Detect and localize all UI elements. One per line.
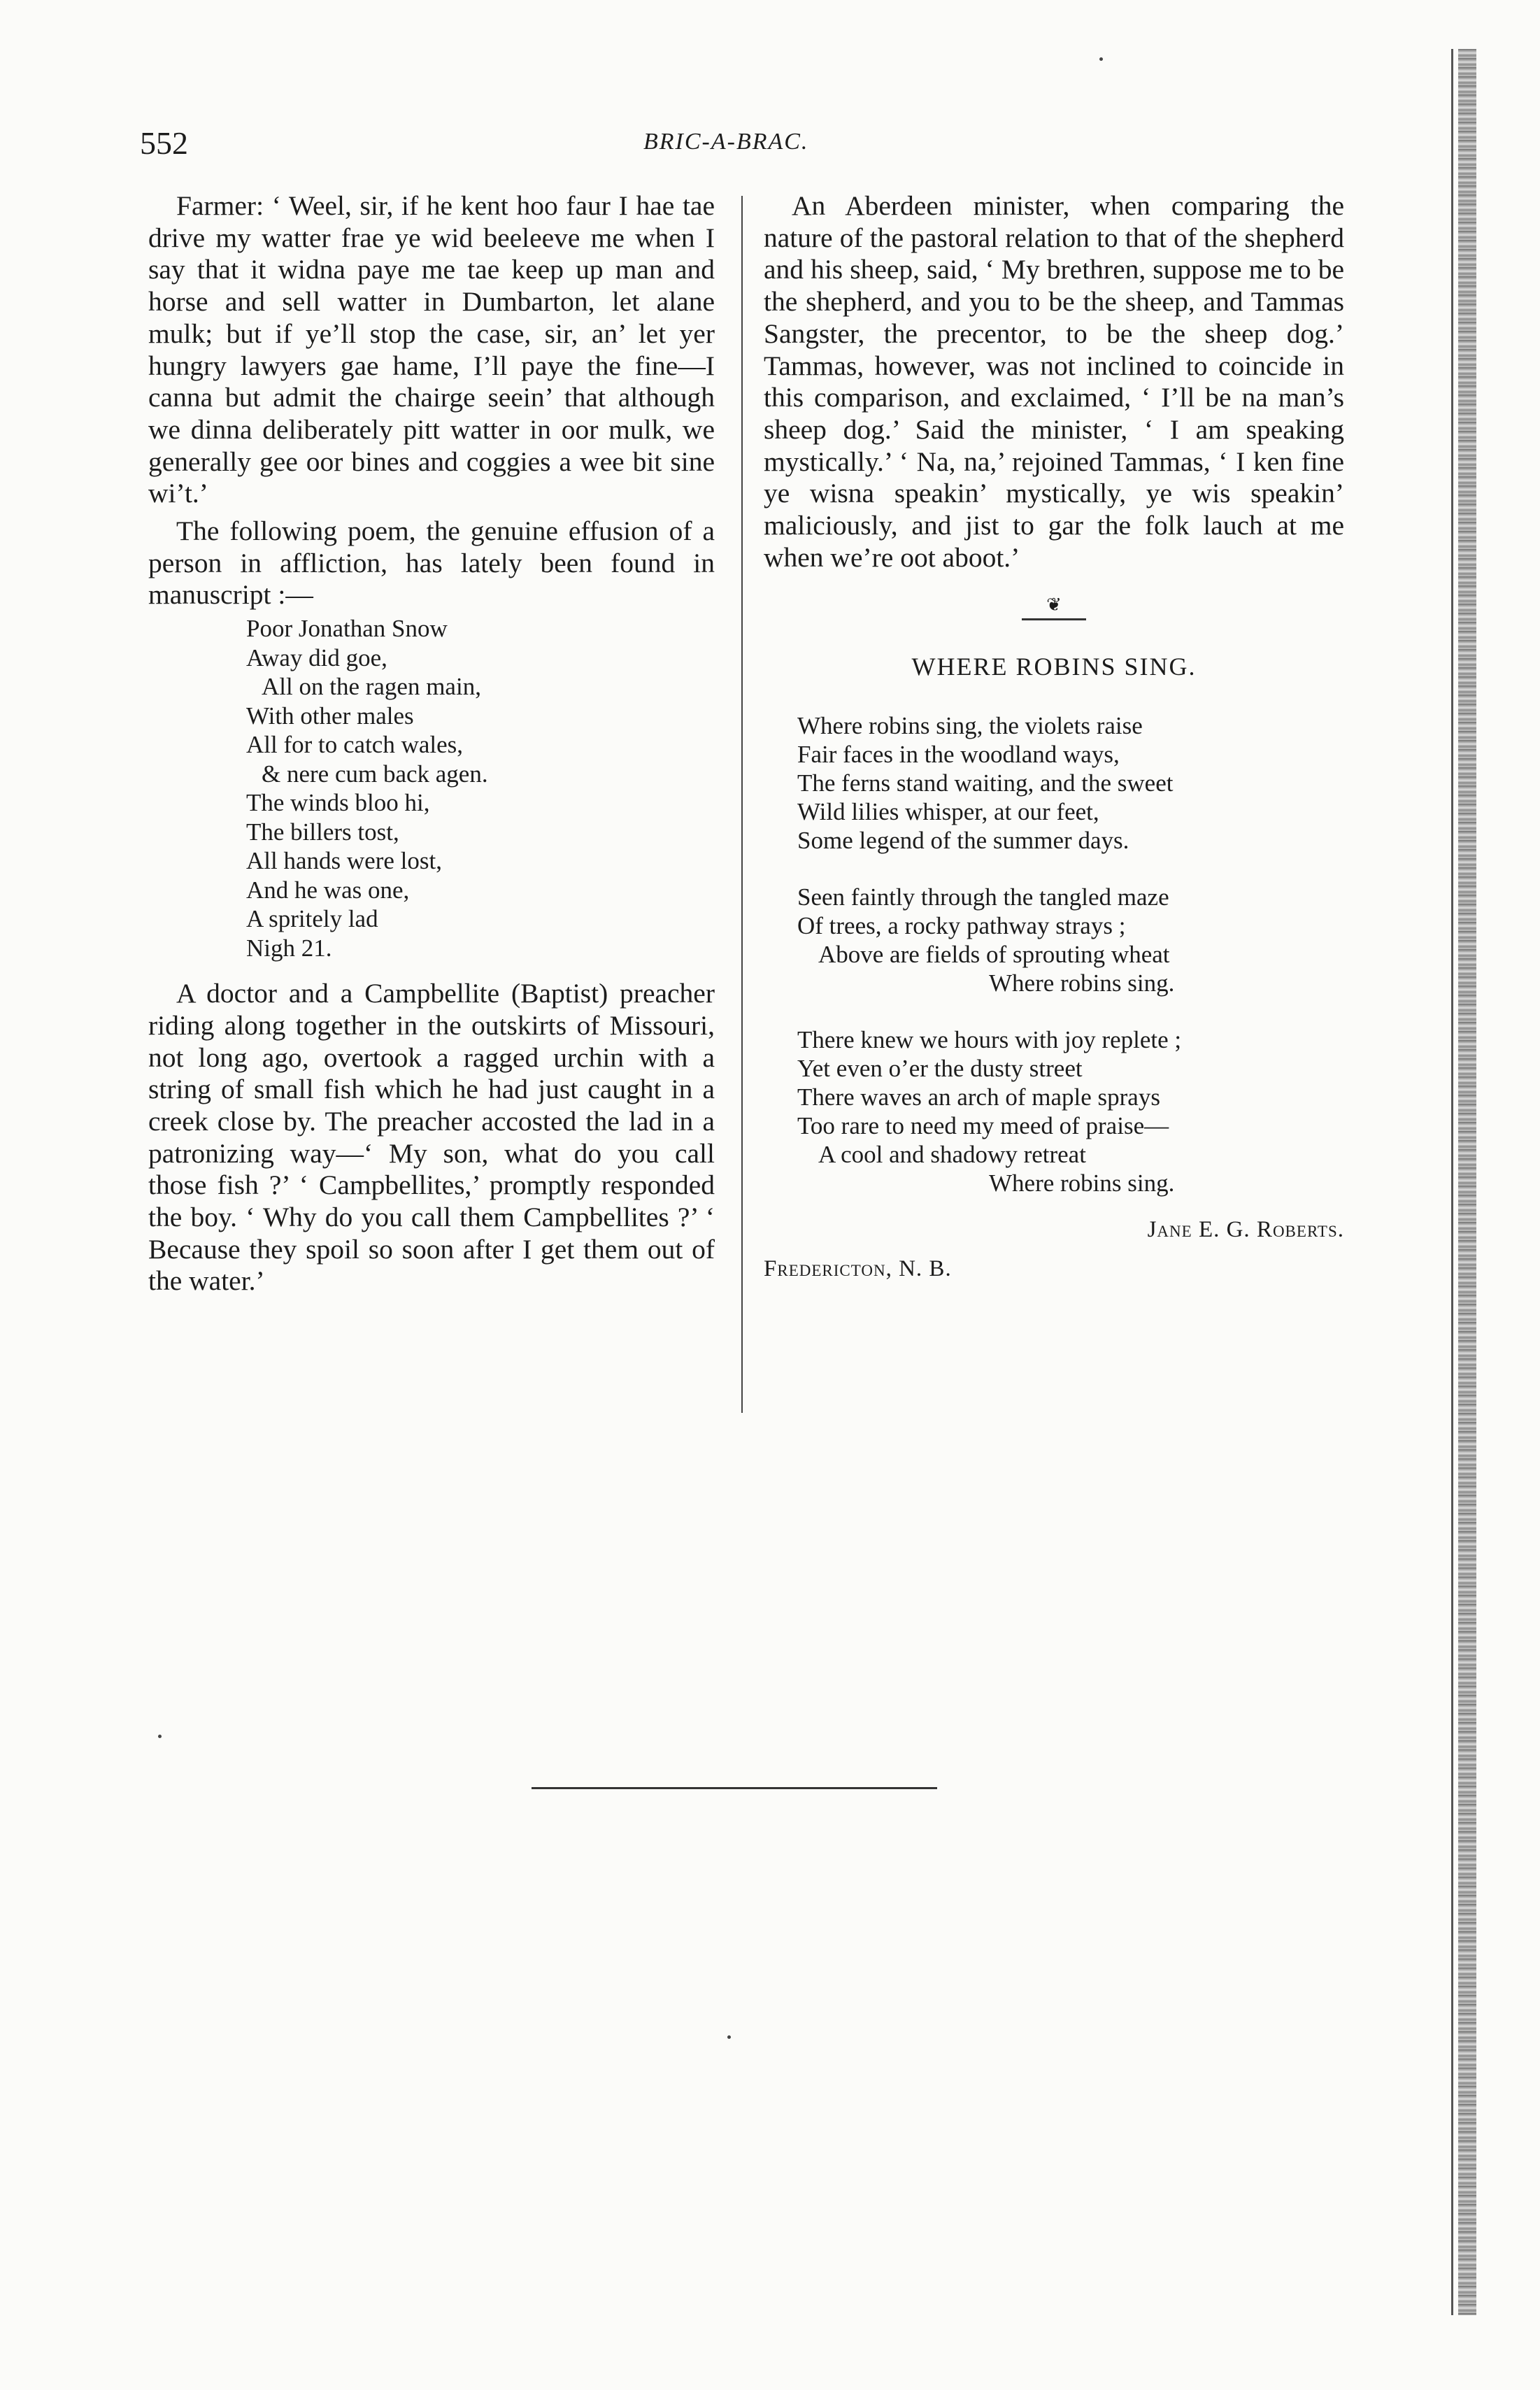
poem-line: All on the ragen main, [262, 673, 481, 701]
author-place: Fredericton, N. B. [764, 1256, 952, 1281]
ink-speck [158, 1735, 162, 1738]
poem-line: Of trees, a rocky pathway strays ; [797, 912, 1126, 940]
ornament-icon: ❦ [1046, 595, 1062, 616]
poem-line: Nigh 21. [246, 934, 332, 962]
poem-line: And he was one, [246, 876, 410, 904]
poem-line: Seen faintly through the tangled maze [797, 883, 1169, 911]
bottom-rule [532, 1787, 937, 1789]
poem-line: Fair faces in the woodland ways, [797, 741, 1120, 769]
poem-line: Wild lilies whisper, at our feet, [797, 798, 1099, 826]
poem-line: There waves an arch of maple sprays [797, 1083, 1160, 1111]
farmer-paragraph: Farmer: ‘ Weel, sir, if he kent hoo faur I hae tae drive my watter frae ye wid beeleeve me when I say that it widna paye me tae keep up man and horse and sell watter in Dumbarton, let alane mulk; but if ye’ll stop the case, sir, an’ let yer hungry lawyers gae hame, I’ll paye the fine—I canna but admit the chairge seein’ that although we dinna deliberately pitt watter in oor mulk, we generally gee oor bines and coggies a wee bit sine wi’t.’ [148, 190, 715, 509]
column-divider [741, 196, 743, 1413]
poem-line: Where robins sing, the violets raise [797, 712, 1143, 740]
poem-line: The winds bloo hi, [246, 789, 430, 817]
stanza-2 [797, 883, 1344, 997]
campbellite-paragraph: A doctor and a Campbellite (Baptist) preacher riding along together in the outskirts of Missouri, not long ago, overtook a ragged urchin with a string of small fish which he had just caught in a creek close by. The preacher accosted the lad in a patronizing way—‘ My son, what do you call those fish ?’ ‘ Campbellites,’ promptly responded the boy. ‘ Why do you call them Campbellites ?’ ‘ Because they spoil so soon after I get them out of the water.’ [148, 978, 715, 1297]
stanza-1 [797, 711, 1344, 855]
poem-line: Above are fields of sprouting wheat [818, 941, 1170, 969]
poem-line: & nere cum back agen. [262, 760, 488, 788]
poem-line: With other males [246, 702, 414, 730]
poem-line: All for to catch wales, [246, 731, 464, 759]
running-head: BRIC-A-BRAC. [643, 129, 809, 155]
poem-line: Too rare to need my meed of praise— [797, 1112, 1169, 1140]
poem-title: WHERE ROBINS SING. [911, 653, 1197, 681]
poem-line: Yet even o’er the dusty street [797, 1055, 1083, 1083]
poem-line: All hands were lost, [246, 847, 442, 875]
poem-intro-paragraph: The following poem, the genuine effusion of a person in affliction, has lately been found in manuscript :— [148, 515, 715, 611]
left-column [148, 190, 715, 1297]
aberdeen-paragraph: An Aberdeen minister, when comparing the nature of the pastoral relation to that of the shepherd and his sheep, said, ‘ My brethren, suppose me to be the shepherd, and you to be the sheep, and Tammas Sangster, the precentor, to be the sheep dog.’ Tammas, however, was not inclined to coincide in this comparison, and exclaimed, ‘ I’ll be na man’s sheep dog.’ Said the minister, ‘ I am speaking mystically.’ ‘ Na, na,’ rejoined Tammas, ‘ I ken fine ye wisna speakin’ mystically, ye wis speakin’ maliciously, and jist to gar the folk lauch at me when we’re oot aboot.’ [764, 190, 1344, 573]
binding-edge [1458, 49, 1476, 2315]
poem-line: A cool and shadowy retreat [818, 1141, 1086, 1169]
poem-refrain: Where robins sing. [989, 1169, 1175, 1197]
poem-line: The ferns stand waiting, and the sweet [797, 769, 1174, 797]
page-number: 552 [140, 125, 188, 161]
ink-speck [1099, 57, 1103, 61]
jonathan-snow-poem [246, 614, 715, 962]
poem-line: Away did goe, [246, 643, 387, 671]
author-signature: Jane E. G. Roberts. [1147, 1217, 1344, 1243]
poem-line: A spritely lad [246, 905, 378, 933]
poem-refrain: Where robins sing. [989, 969, 1175, 997]
ornament-rule [1022, 618, 1086, 620]
poem-line: Some legend of the summer days. [797, 827, 1129, 855]
right-column [764, 190, 1344, 1286]
poem-line: There knew we hours with joy replete ; [797, 1026, 1182, 1054]
poem-line: The billers tost, [246, 818, 399, 846]
binding-edge-line [1451, 49, 1453, 2315]
poem-line: Poor Jonathan Snow [246, 615, 448, 643]
stanza-3 [797, 1025, 1344, 1197]
page-header [140, 125, 1329, 166]
ink-speck [727, 2035, 731, 2039]
